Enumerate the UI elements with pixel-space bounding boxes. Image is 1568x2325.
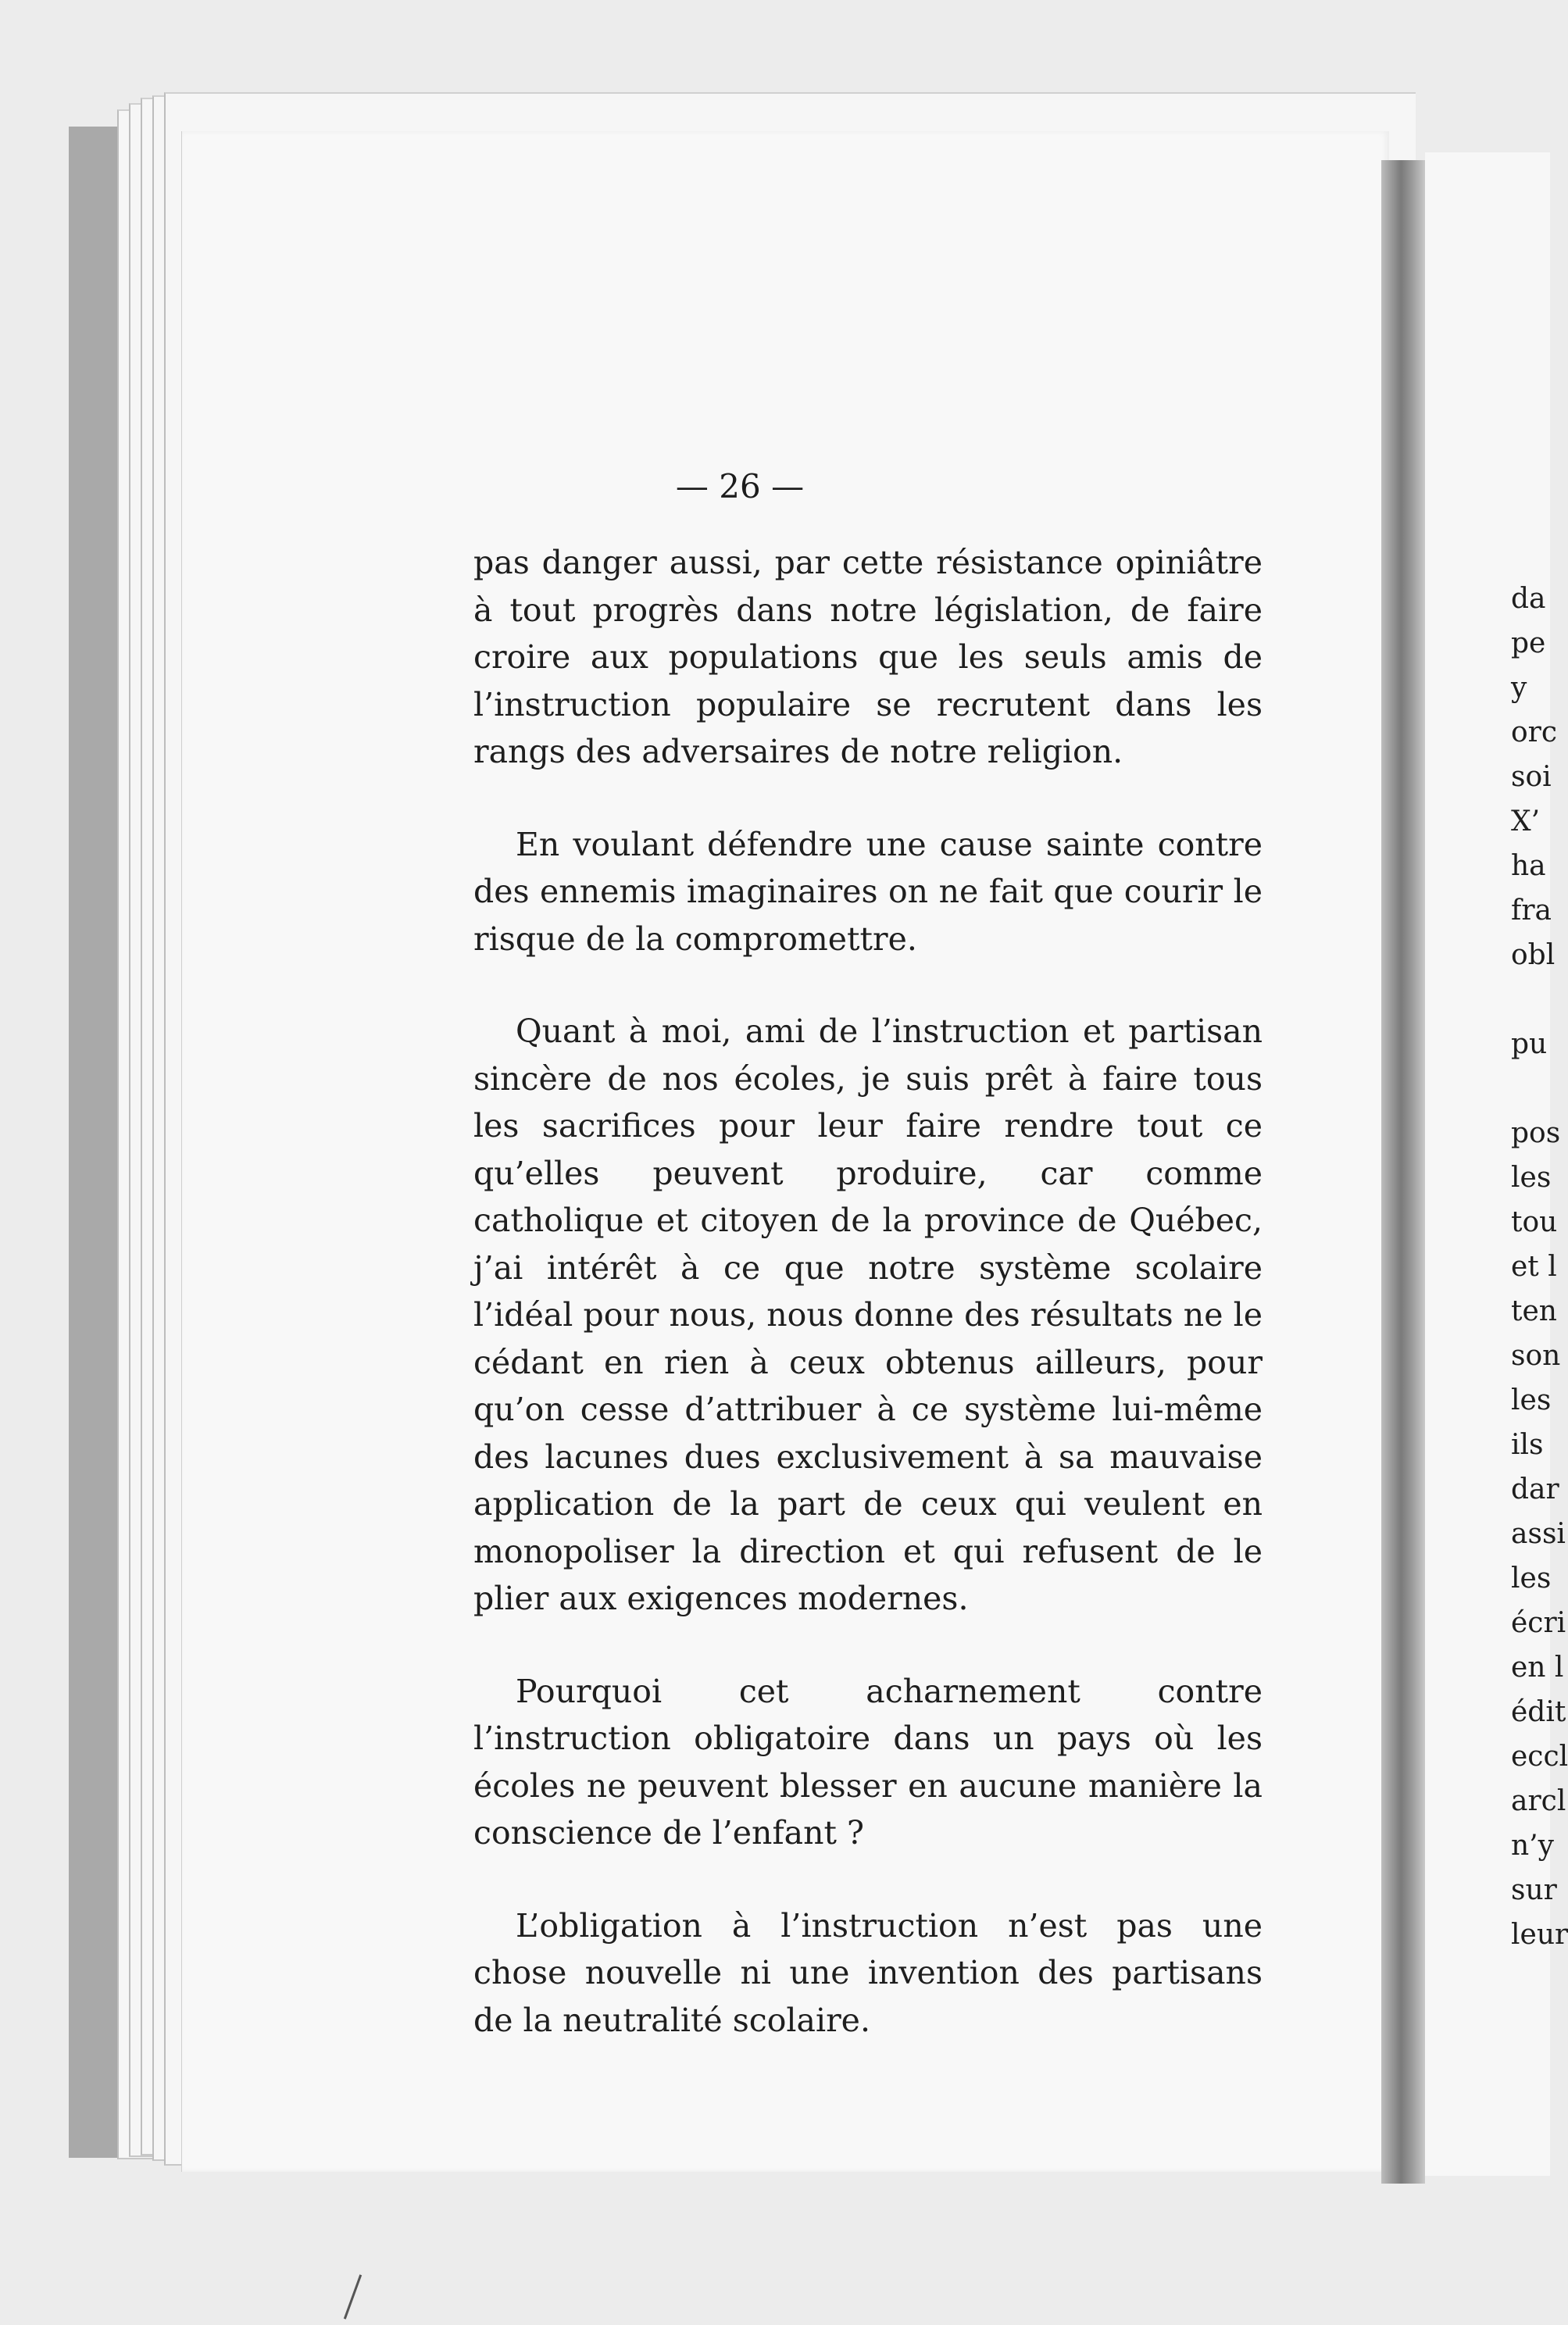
text-fragment: en l <box>1511 1652 1564 1684</box>
text-fragment: les <box>1511 1384 1552 1416</box>
text-fragment: obl <box>1511 939 1555 971</box>
text-fragment: pos <box>1511 1117 1561 1149</box>
page-number-text: — 26 — <box>675 467 805 505</box>
book-gutter <box>1381 160 1425 2184</box>
text-fragment: les <box>1511 1162 1552 1194</box>
page-body-text <box>473 539 1263 2089</box>
text-fragment: orc <box>1511 716 1558 748</box>
text-fragment: pu <box>1511 1028 1548 1060</box>
paragraph: Pourquoi cet acharnement contre l’instruction obligatoire dans un pays où les écoles ne peuvent blesser en aucune manière la conscience de l’enfant ? <box>473 1672 1263 1852</box>
text-fragment: n’y <box>1511 1830 1554 1862</box>
text-fragment: assi <box>1511 1518 1566 1550</box>
paragraph: En voulant défendre une cause sainte contre des ennemis imaginaires on ne fait que courir le risque de la compromettre. <box>473 825 1263 958</box>
text-fragment: arcl <box>1511 1785 1566 1817</box>
text-fragment: édit <box>1511 1696 1566 1728</box>
text-fragment: ha <box>1511 850 1546 882</box>
text-fragment: X’ <box>1511 805 1541 838</box>
text-fragment: et l <box>1511 1251 1557 1283</box>
page-number <box>0 467 1550 505</box>
paragraph: Quant à moi, ami de l’instruction et partisan sincère de nos écoles, je suis prêt à faire tous les sacrifices pour leur faire rendre tout ce qu’elles peuvent produire, car comme catholique et citoyen de la province de Québec, j’ai intérêt à ce que notre système scolaire l’idéal pour nous, nous donne des résultats ne le cédant en rien à ceux obtenus ailleurs, pour qu’on cesse d’attribuer à ce système lui-même des lacunes dues exclusivement à sa mauvaise application de la part de ceux qui veulent en monopoliser la direction et qui refusent de le plier aux exigences modernes. <box>473 1012 1263 1617</box>
text-fragment: pe <box>1511 627 1546 659</box>
spacer <box>1511 977 1550 1022</box>
text-fragment: leur <box>1511 1919 1568 1951</box>
spacer <box>1511 1066 1550 1111</box>
text-fragment: da <box>1511 583 1546 615</box>
text-fragment: y <box>1511 672 1527 704</box>
facing-page-text-fragments <box>1511 577 1568 1957</box>
text-fragment: dar <box>1511 1473 1559 1505</box>
paragraph: L’obligation à l’instruction n’est pas une chose nouvelle ni une invention des partisans de la neutralité scolaire. <box>473 1906 1263 2039</box>
text-fragment: tou <box>1511 1206 1558 1238</box>
text-fragment: les <box>1511 1562 1552 1595</box>
text-fragment: écri <box>1511 1607 1566 1639</box>
text-fragment: soi <box>1511 761 1552 793</box>
text-fragment: son <box>1511 1340 1561 1372</box>
paragraph: pas danger aussi, par cette résistance opiniâtre à tout progrès dans notre législation, de faire croire aux populations que les seuls amis de l’instruction populaire se recrutent dans les rangs des adversaires de notre religion. <box>473 544 1263 770</box>
text-fragment: ils <box>1511 1429 1544 1461</box>
text-fragment: sur <box>1511 1874 1557 1906</box>
text-fragment: ten <box>1511 1295 1557 1327</box>
text-fragment: fra <box>1511 895 1552 927</box>
text-fragment: eccl <box>1511 1741 1568 1773</box>
